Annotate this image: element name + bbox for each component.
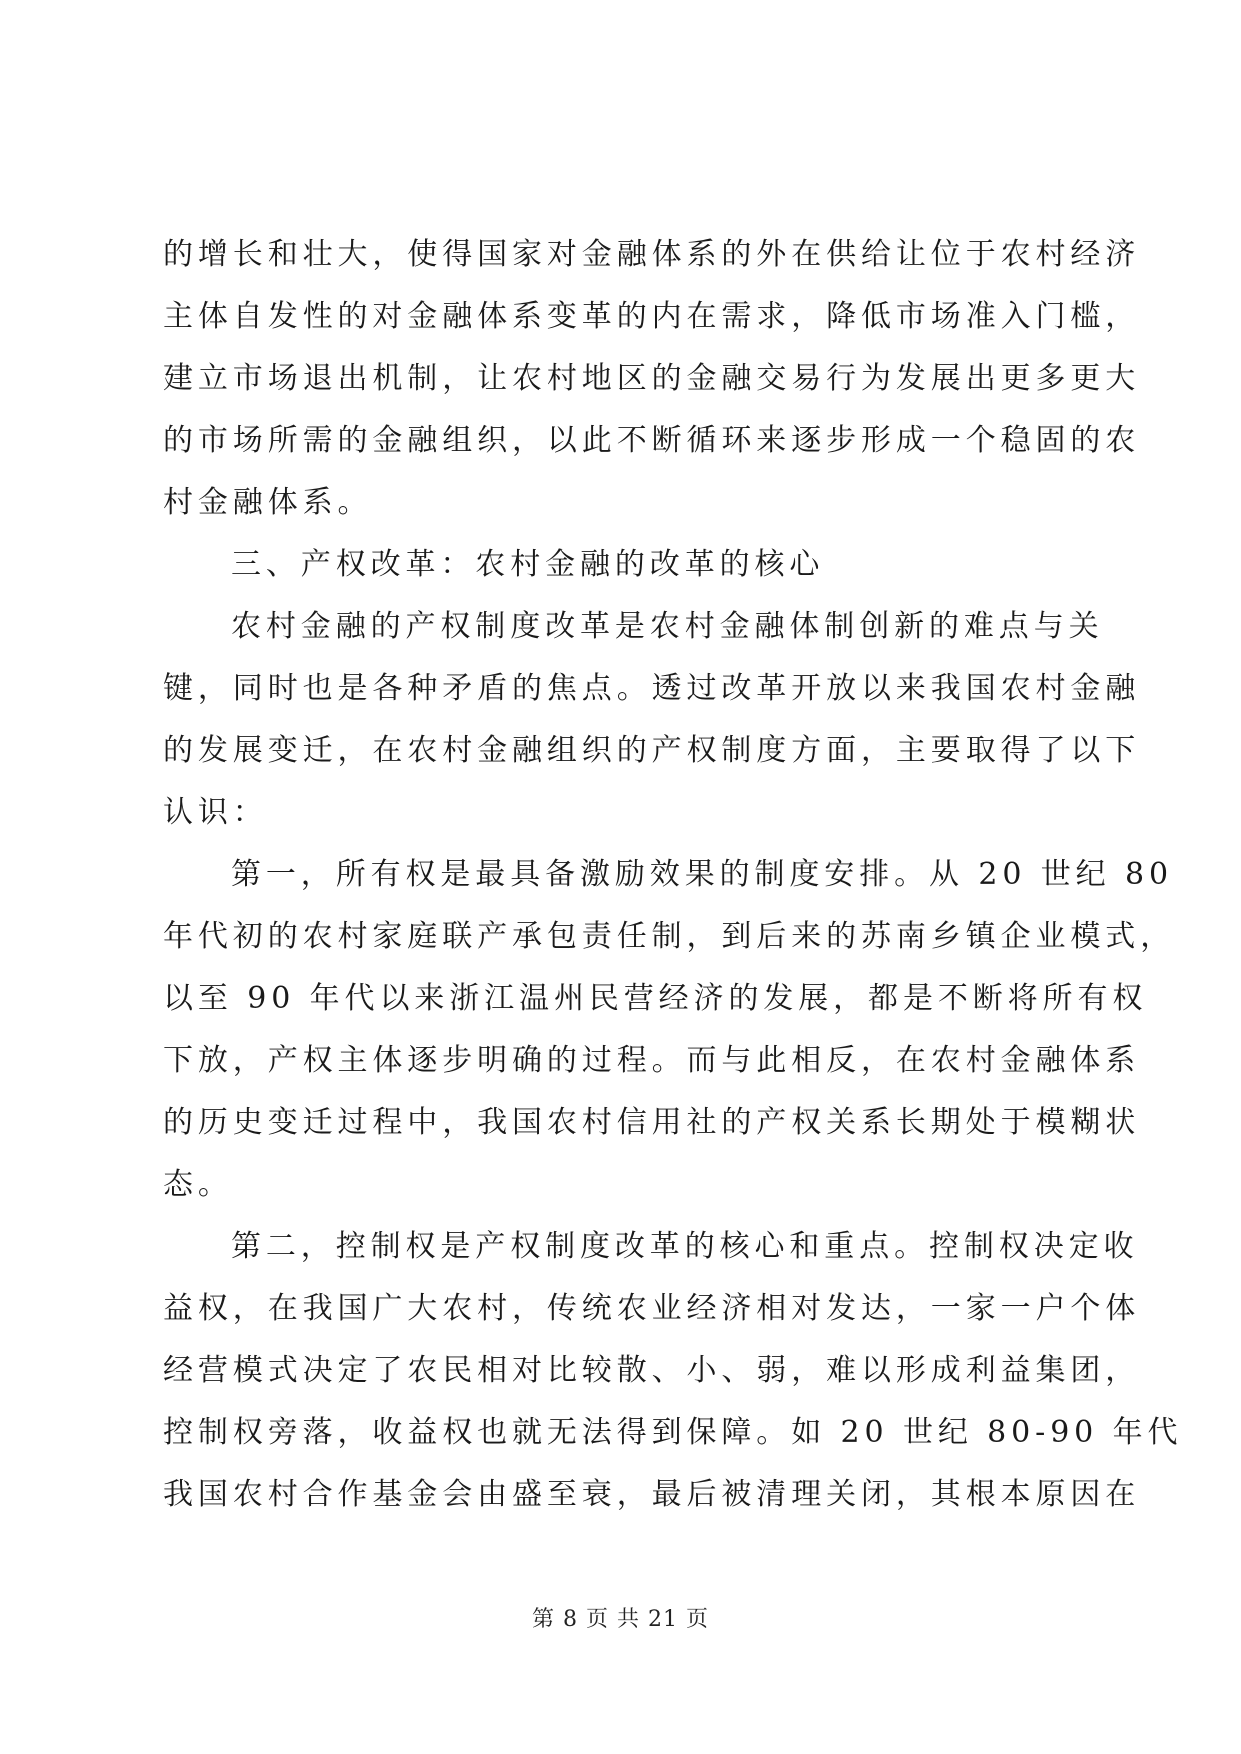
- text-line: 我国农村合作基金会由盛至衰，最后被清理关闭，其根本原因在: [163, 1477, 1141, 1512]
- text-line: 的市场所需的金融组织，以此不断循环来逐步形成一个稳固的农: [163, 423, 1141, 458]
- text-line: 下放，产权主体逐步明确的过程。而与此相反，在农村金融体系: [163, 1043, 1141, 1078]
- body-text: [163, 224, 1183, 1526]
- paragraph-first-line: 第一，所有权是最具备激励效果的制度安排。从 20 世纪 80: [231, 857, 1173, 892]
- section-heading: 三、产权改革：农村金融的改革的核心: [231, 547, 825, 582]
- page-footer: 第 8 页 共 21 页: [532, 1607, 709, 1632]
- text-line: 认识：: [163, 795, 268, 830]
- text-line: 的历史变迁过程中，我国农村信用社的产权关系长期处于模糊状: [163, 1105, 1141, 1140]
- paragraph-first-line: 农村金融的产权制度改革是农村金融体制创新的难点与关: [231, 609, 1104, 644]
- text-line: 键，同时也是各种矛盾的焦点。透过改革开放以来我国农村金融: [163, 671, 1141, 706]
- text-line: 建立市场退出机制，让农村地区的金融交易行为发展出更多更大: [163, 361, 1141, 396]
- text-line: 控制权旁落，收益权也就无法得到保障。如 20 世纪 80-90 年代: [163, 1415, 1183, 1450]
- text-line: 经营模式决定了农民相对比较散、小、弱，难以形成利益集团，: [163, 1353, 1141, 1388]
- text-line: 益权，在我国广大农村，传统农业经济相对发达，一家一户个体: [163, 1291, 1141, 1326]
- text-line: 村金融体系。: [163, 485, 373, 520]
- text-line: 年代初的农村家庭联产承包责任制，到后来的苏南乡镇企业模式，: [163, 919, 1176, 954]
- paragraph-first-line: 第二，控制权是产权制度改革的核心和重点。控制权决定收: [231, 1229, 1139, 1264]
- text-line: 的发展变迁，在农村金融组织的产权制度方面，主要取得了以下: [163, 733, 1141, 768]
- text-line: 以至 90 年代以来浙江温州民营经济的发展，都是不断将所有权: [163, 981, 1148, 1016]
- text-line: 态。: [163, 1167, 233, 1202]
- text-line: 主体自发性的对金融体系变革的内在需求，降低市场准入门槛，: [163, 299, 1141, 334]
- text-line: 的增长和壮大，使得国家对金融体系的外在供给让位于农村经济: [163, 237, 1141, 272]
